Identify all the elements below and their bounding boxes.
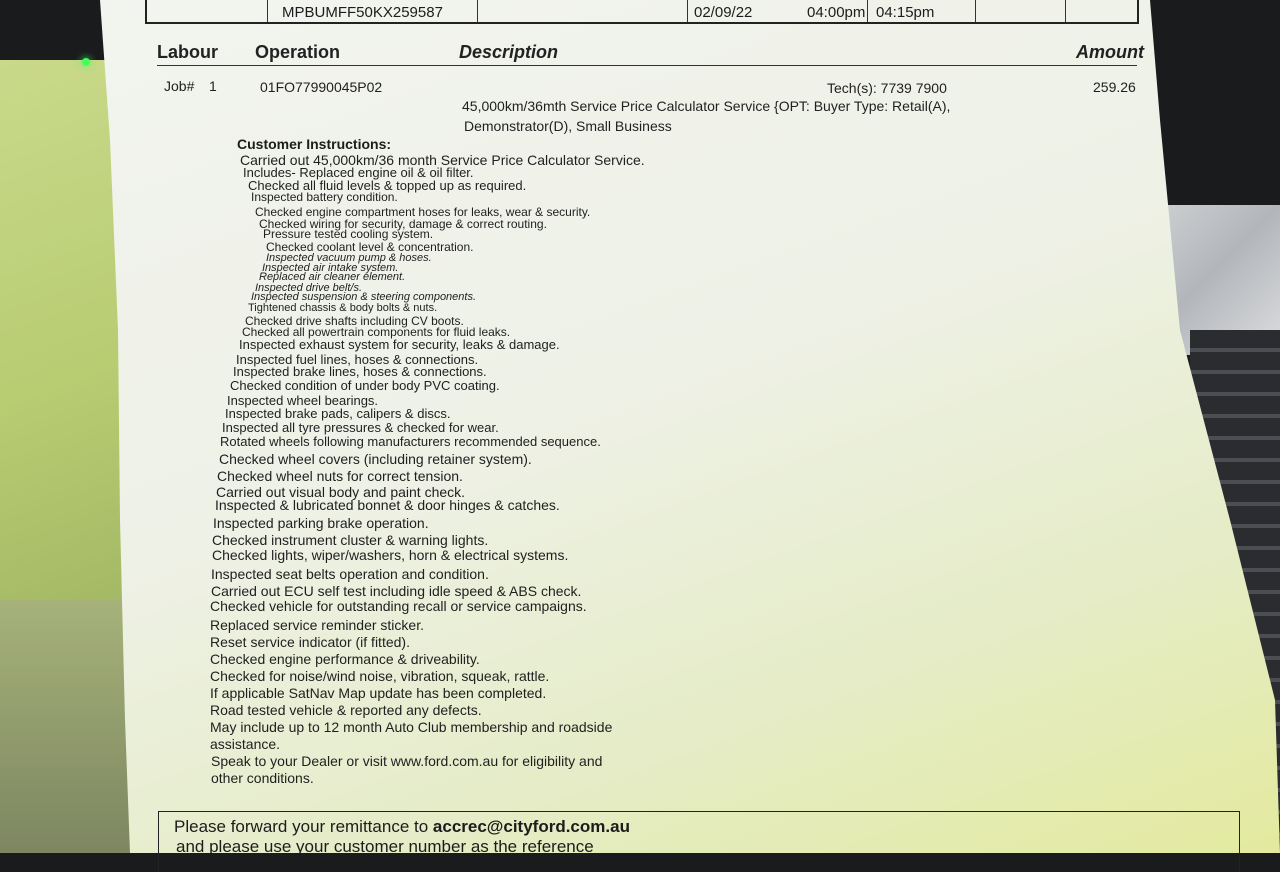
instruction-line: Inspected wheel bearings. (227, 393, 379, 408)
description-header: Description (459, 42, 559, 62)
instruction-line: Includes- Replaced engine oil & oil filter. (243, 165, 474, 180)
job-number: 1 (209, 78, 217, 94)
instruction-line: Checked engine compartment hoses for leaks, wear & security. (255, 205, 591, 219)
instruction-line: other conditions. (211, 770, 314, 786)
job-description-line: 45,000km/36mth Service Price Calculator Service {OPT: Buyer Type: Retail(A), (462, 98, 951, 114)
instruction-line: Inspected & lubricated bonnet & door hinges & catches. (215, 497, 560, 513)
instruction-line: Inspected exhaust system for security, leaks & damage. (239, 337, 560, 352)
instruction-line: Checked instrument cluster & warning lights. (212, 532, 489, 548)
instruction-line: Checked engine performance & driveability. (210, 651, 480, 667)
instruction-line: Inspected parking brake operation. (213, 515, 429, 531)
instructions-title: Customer Instructions: (237, 136, 392, 152)
instruction-line: Carried out ECU self test including idle speed & ABS check. (211, 583, 582, 599)
job-description-line: Demonstrator(D), Small Business (464, 118, 672, 134)
instruction-line: Inspected brake lines, hoses & connections. (233, 364, 487, 379)
instruction-line: Checked vehicle for outstanding recall or service campaigns. (210, 598, 587, 614)
instruction-line: Inspected suspension & steering components. (251, 291, 477, 303)
job-label: Job# (164, 78, 195, 94)
table-cell (147, 0, 268, 22)
instruction-line: Checked condition of under body PVC coating. (230, 378, 500, 393)
instruction-line: Checked wiring for security, damage & correct routing. (259, 217, 547, 231)
amount-header: Amount (1076, 42, 1144, 62)
instruction-line: Tightened chassis & body bolts & nuts. (248, 302, 438, 314)
vin-value: MPBUMFF50KX259587 (282, 4, 443, 21)
instruction-line: Inspected fuel lines, hoses & connections. (236, 352, 479, 367)
instruction-line: Replaced air cleaner element. (259, 271, 406, 283)
instruction-line: If applicable SatNav Map update has been completed. (210, 685, 547, 701)
table-cell (975, 0, 1066, 22)
instruction-line: Inspected seat belts operation and condition. (211, 566, 489, 582)
instruction-line: Checked wheel covers (including retainer system). (219, 451, 532, 467)
table-cell (477, 0, 688, 22)
instruction-line: Replaced service reminder sticker. (210, 617, 424, 633)
instruction-line: Rotated wheels following manufacturers recommended sequence. (220, 434, 601, 449)
instruction-line: Pressure tested cooling system. (263, 227, 434, 241)
time-in-value: 04:00pm (807, 4, 866, 21)
instruction-line: May include up to 12 month Auto Club membership and roadside (210, 719, 613, 735)
job-amount: 259.26 (1093, 79, 1136, 95)
instruction-line: Reset service indicator (if fitted). (210, 634, 410, 650)
remittance-prefix: Please forward your remittance to (174, 817, 433, 836)
labour-header: Labour (157, 42, 218, 62)
instruction-line: Checked all powertrain components for fluid leaks. (242, 325, 511, 339)
instruction-line: Road tested vehicle & reported any defects. (210, 702, 482, 718)
remittance-email: accrec@cityford.com.au (432, 817, 630, 836)
instruction-line: Checked for noise/wind noise, vibration, squeak, rattle. (210, 668, 550, 684)
instruction-line: Carried out 45,000km/36 month Service Price Calculator Service. (240, 152, 645, 168)
instruction-line: Inspected all tyre pressures & checked for wear. (222, 420, 499, 435)
instruction-line: Checked all fluid levels & topped up as required. (248, 178, 527, 193)
operation-header: Operation (255, 42, 341, 62)
remittance-line: and please use your customer number as the reference (176, 837, 594, 856)
time-out-value: 04:15pm (876, 4, 935, 21)
header-divider (157, 65, 1137, 66)
status-led-icon (82, 58, 90, 66)
instruction-line: Inspected vacuum pump & hoses. (266, 252, 432, 264)
technicians: Tech(s): 7739 7900 (827, 80, 947, 96)
instruction-line: Checked drive shafts including CV boots. (245, 314, 464, 328)
instruction-line: Carried out visual body and paint check. (216, 484, 466, 500)
date-value: 02/09/22 (694, 4, 753, 21)
instruction-line: Checked wheel nuts for correct tension. (217, 468, 463, 484)
instruction-line: Inspected brake pads, calipers & discs. (225, 406, 451, 421)
instruction-line: Checked lights, wiper/washers, horn & electrical systems. (212, 547, 569, 563)
instruction-line: Speak to your Dealer or visit www.ford.com.au for eligibility and (211, 753, 603, 769)
remittance-line (174, 817, 630, 837)
instruction-line: Inspected drive belt/s. (255, 282, 363, 294)
instruction-line: Inspected battery condition. (251, 190, 398, 204)
instruction-line: assistance. (210, 736, 281, 752)
operation-code: 01FO77990045P02 (260, 79, 383, 95)
instruction-line: Checked coolant level & concentration. (266, 240, 474, 254)
instruction-line: Inspected air intake system. (262, 262, 399, 274)
